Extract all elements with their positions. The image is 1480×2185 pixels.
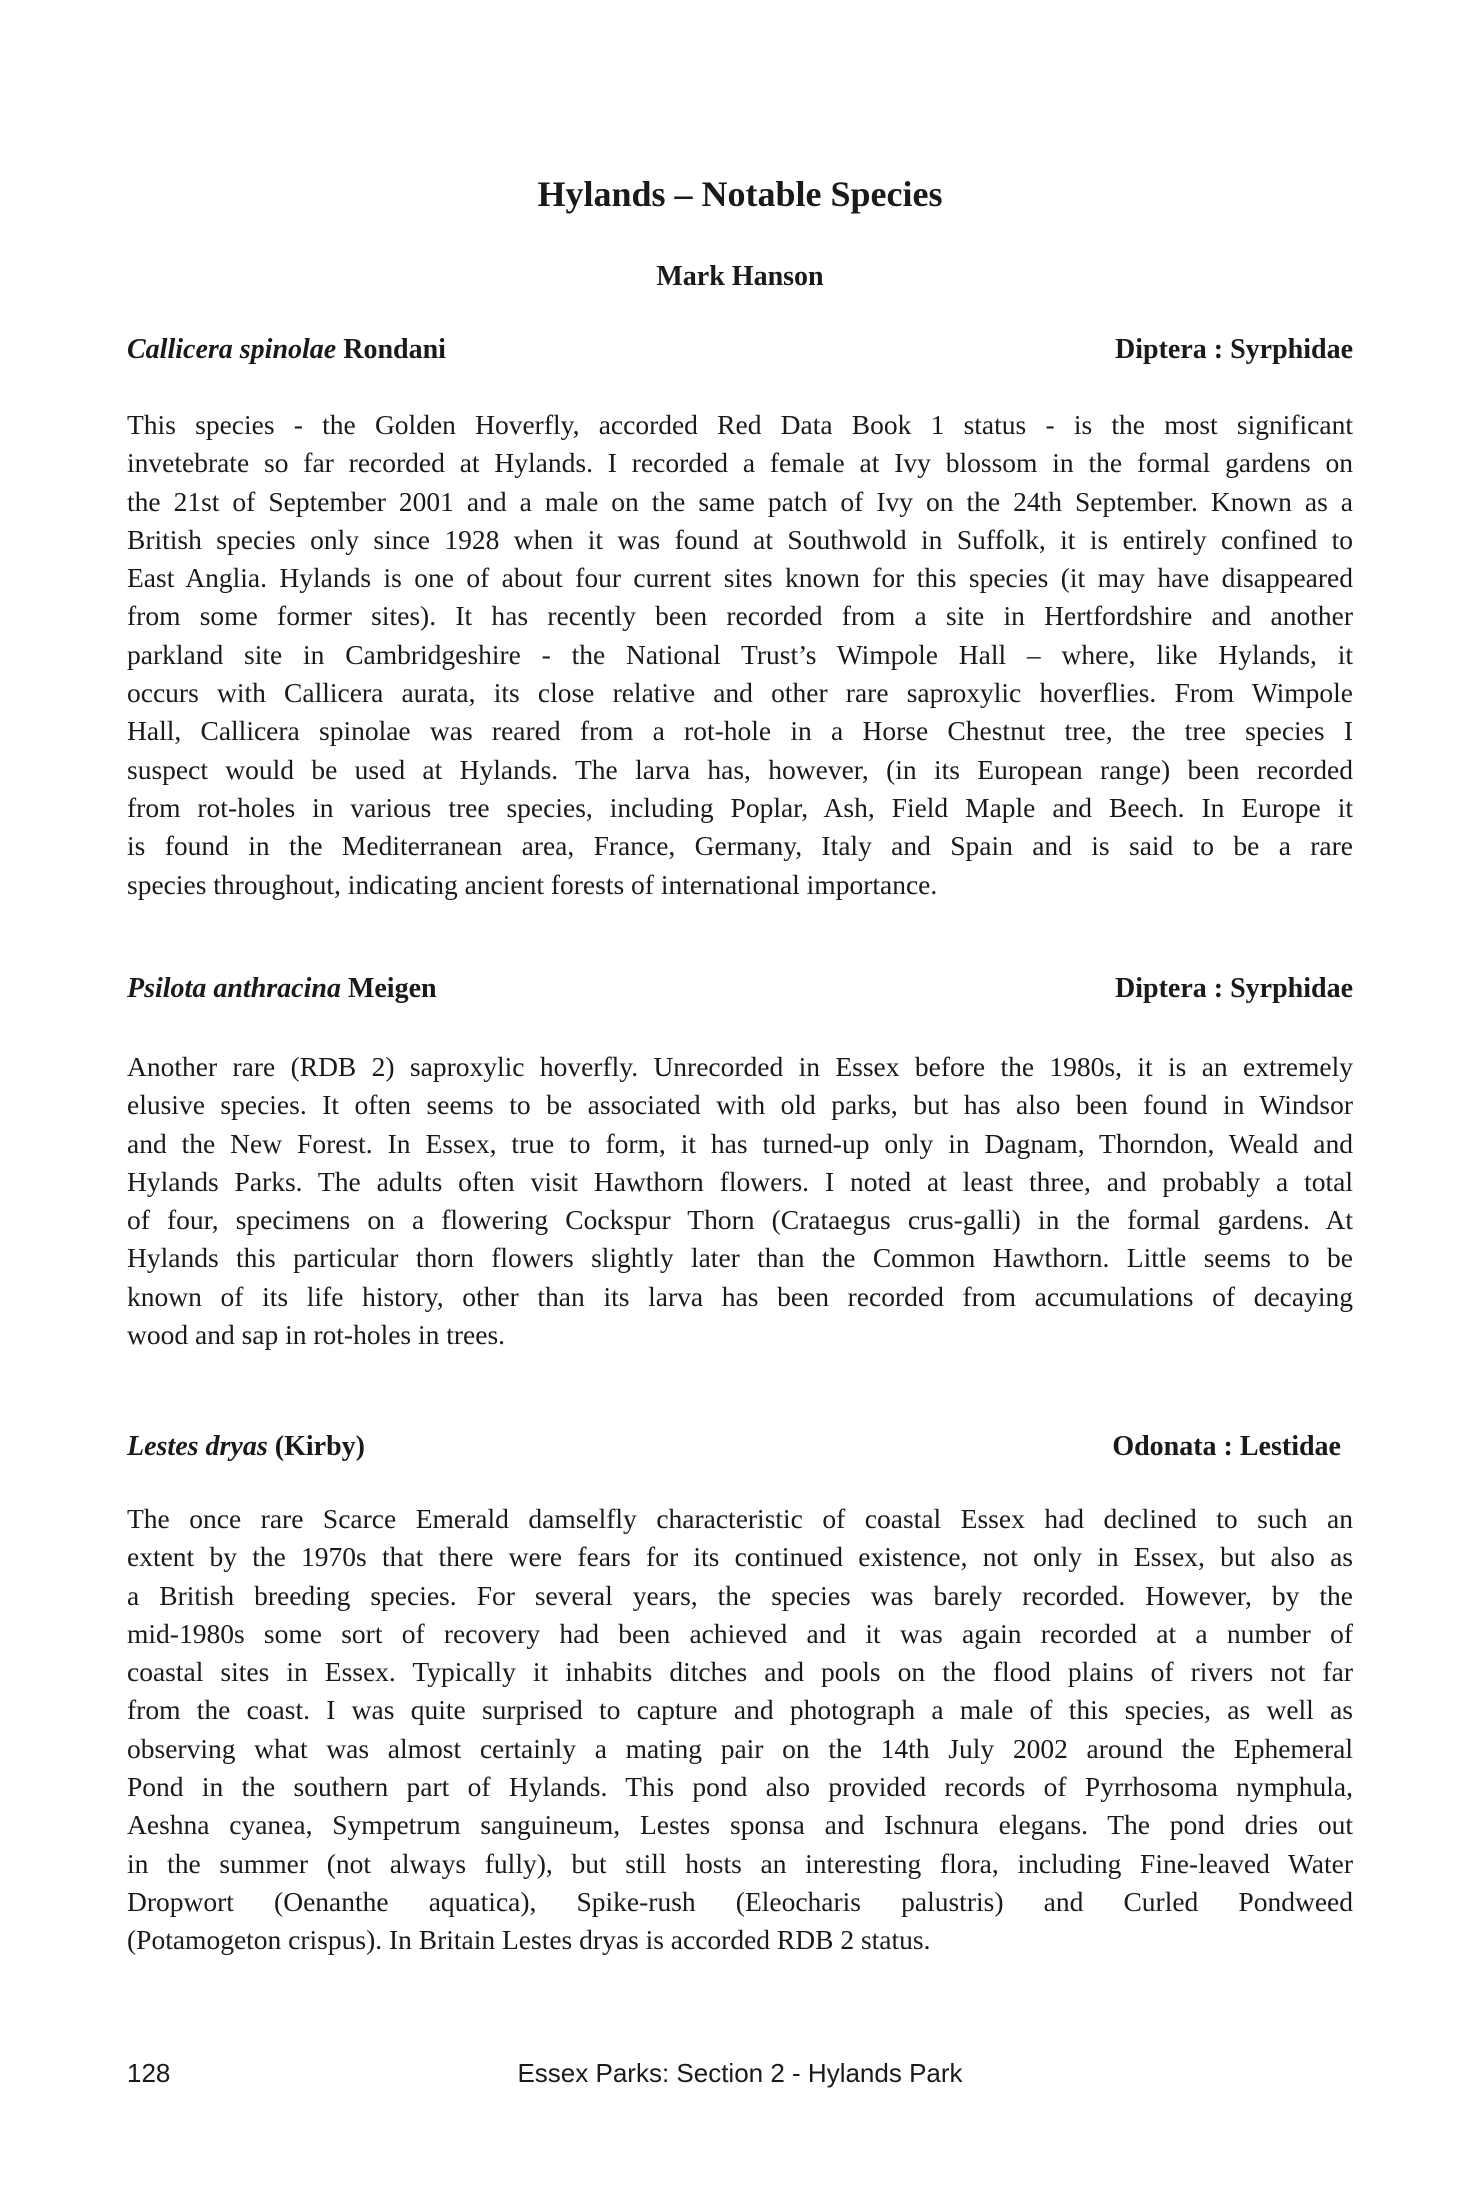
running-title: Essex Parks: Section 2 - Hylands Park [517, 2058, 963, 2088]
text-line: in the summer (not always fully), but still hosts an interesting flora, including Fine-leaved Water [127, 1847, 1353, 1879]
taxon-order: Odonata : Lestidae [1112, 1431, 1341, 1462]
text-line: occurs with Callicera aurata, its close relative and other rare saproxylic hoverflies. From Wimpole [127, 677, 1353, 709]
text-line: Dropwort (Oenanthe aquatica), Spike-rush (Eleocharis palustris) and Curled Pondweed [127, 1885, 1353, 1917]
text-line: Hylands Parks. The adults often visit Hawthorn flowers. I noted at least three, and probably a total [127, 1165, 1353, 1197]
text-line: extent by the 1970s that there were fears for its continued existence, not only in Essex, but also as [127, 1541, 1353, 1573]
text-line: Hall, Callicera spinolae was reared from a rot-hole in a Horse Chestnut tree, the tree species I [127, 715, 1353, 747]
text-line: The once rare Scarce Emerald damselfly characteristic of coastal Essex had declined to such an [127, 1503, 1353, 1534]
species-description [127, 406, 1353, 904]
text-line: East Anglia. Hylands is one of about four current sites known for this species (it may have disappeared [127, 562, 1353, 594]
text-line: Hylands this particular thorn flowers slightly later than the Common Hawthorn. Little seems to be [127, 1242, 1353, 1274]
text-line: known of its life history, other than its larva has been recorded from accumulations of decaying [127, 1280, 1353, 1312]
species-heading [127, 1428, 1353, 1466]
text-line: Another rare (RDB 2) saproxylic hoverfly. Unrecorded in Essex before the 1980s, it is an extremely [127, 1051, 1353, 1082]
text-line: observing what was almost certainly a mating pair on the 14th July 2002 around the Ephemeral [127, 1732, 1353, 1764]
text-line: of four, specimens on a flowering Cockspur Thorn (Crataegus crus-galli) in the formal gardens. At [127, 1204, 1353, 1236]
text-line: Pond in the southern part of Hylands. This pond also provided records of Pyrrhosoma nymphula, [127, 1771, 1353, 1803]
species-description [127, 1048, 1353, 1354]
text-line: Aeshna cyanea, Sympetrum sanguineum, Lestes sponsa and Ischnura elegans. The pond dries out [127, 1809, 1353, 1841]
text-line: species throughout, indicating ancient forests of international importance. [127, 868, 938, 900]
page-title: Hylands – Notable Species [537, 174, 943, 214]
author-name: Mark Hanson [656, 261, 824, 292]
text-line: from some former sites). It has recently been recorded from a site in Hertfordshire and another [127, 600, 1353, 632]
text-line: wood and sap in rot-holes in trees. [127, 1319, 506, 1351]
species-heading [127, 331, 1353, 369]
species-name: Psilota anthracina Meigen [127, 973, 437, 1004]
page-number: 128 [127, 2058, 171, 2088]
species-name: Lestes dryas (Kirby) [127, 1431, 365, 1462]
text-line: This species - the Golden Hoverfly, accorded Red Data Book 1 status - is the most significant [127, 409, 1353, 440]
species-heading [127, 970, 1353, 1008]
text-line: from the coast. I was quite surprised to capture and photograph a male of this species, as well as [127, 1694, 1353, 1726]
text-line: elusive species. It often seems to be associated with old parks, but has also been found in Windsor [127, 1089, 1353, 1121]
text-line: coastal sites in Essex. Typically it inhabits ditches and pools on the flood plains of rivers not far [127, 1656, 1353, 1688]
species-description [127, 1500, 1353, 1960]
taxon-order: Diptera : Syrphidae [1115, 973, 1353, 1004]
document-page [127, 0, 1353, 2185]
text-line: suspect would be used at Hylands. The larva has, however, (in its European range) been recorded [127, 753, 1353, 785]
text-line: parkland site in Cambridgeshire - the National Trust’s Wimpole Hall – where, like Hylands, it [127, 638, 1353, 670]
species-name: Callicera spinolae Rondani [127, 334, 446, 365]
text-line: invetebrate so far recorded at Hylands. I recorded a female at Ivy blossom in the formal gardens on [127, 447, 1353, 479]
text-line: British species only since 1928 when it was found at Southwold in Suffolk, it is entirely confined to [127, 523, 1353, 555]
text-line: from rot-holes in various tree species, including Poplar, Ash, Field Maple and Beech. In Europe it [127, 791, 1353, 823]
text-line: is found in the Mediterranean area, France, Germany, Italy and Spain and is said to be a rare [127, 830, 1353, 862]
page-footer [127, 2056, 1353, 2090]
text-line: (Potamogeton crispus). In Britain Lestes dryas is accorded RDB 2 status. [127, 1924, 931, 1956]
text-line: the 21st of September 2001 and a male on the same patch of Ivy on the 24th September. Known as a [127, 485, 1353, 517]
text-line: a British breeding species. For several years, the species was barely recorded. However, by the [127, 1579, 1353, 1611]
text-line: mid-1980s some sort of recovery had been achieved and it was again recorded at a number of [127, 1617, 1353, 1649]
taxon-order: Diptera : Syrphidae [1115, 334, 1353, 365]
text-line: and the New Forest. In Essex, true to form, it has turned-up only in Dagnam, Thorndon, Weald and [127, 1127, 1353, 1159]
